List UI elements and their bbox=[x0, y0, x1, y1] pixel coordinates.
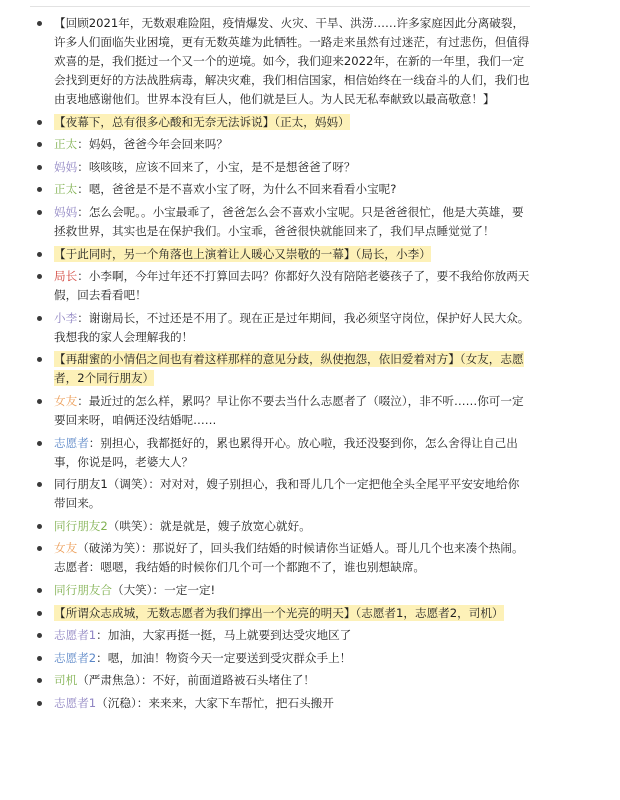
dialogue-text: 来来来，大家下车帮忙，把石头搬开 bbox=[148, 695, 334, 710]
speaker-name: 司机 bbox=[54, 673, 78, 688]
dialogue-line bbox=[54, 203, 530, 241]
dialogue-text: 对对对，嫂子别担心，我和哥儿几个一定把他全头全尾平平安安地给你带回来。 bbox=[54, 477, 520, 511]
dialogue-line bbox=[54, 392, 530, 430]
dialogue-line bbox=[54, 581, 530, 600]
dialogue-line bbox=[54, 626, 530, 645]
dialogue-line bbox=[54, 649, 530, 668]
dialogue-text: 谢谢局长，不过还是不用了。现在正是过年期间，我必须坚守岗位，保护好人民大众。我想我的家人会理解我的！ bbox=[54, 310, 530, 344]
speaker-name: 志愿者1 bbox=[54, 628, 97, 643]
dialogue-line bbox=[54, 434, 530, 472]
dialogue-text: 妈妈，爸爸今年会回来吗？ bbox=[88, 137, 228, 152]
speaker-name: 志愿者 bbox=[54, 435, 89, 450]
dialogue-line bbox=[54, 267, 530, 305]
stage-direction bbox=[54, 113, 530, 132]
speaker-name: 正太 bbox=[54, 137, 78, 152]
speaker-separator: （严肃焦急）： bbox=[77, 673, 153, 688]
dialogue-text: 嗯，加油！物资今天一定要送到受灾群众手上！ bbox=[107, 650, 352, 665]
dialogue-line bbox=[54, 671, 530, 690]
stage-direction bbox=[54, 245, 530, 264]
speaker-separator: ： bbox=[77, 310, 89, 325]
script-document bbox=[0, 14, 620, 716]
speaker-separator: ： bbox=[77, 269, 89, 284]
speaker-name: 小李 bbox=[54, 310, 78, 325]
speaker-separator: ： bbox=[77, 159, 89, 174]
top-divider bbox=[30, 6, 530, 7]
dialogue-text: 嗯，爸爸是不是不喜欢小宝了呀，为什么不回来看看小宝呢? bbox=[88, 182, 397, 197]
speaker-name: 女友 bbox=[54, 393, 78, 408]
speaker-name: 妈妈 bbox=[54, 204, 78, 219]
stage-direction-text: 【夜幕下，总有很多心酸和无奈无法诉说】（正太，妈妈） bbox=[54, 114, 350, 129]
stage-direction-text: 【于此同时，另一个角落也上演着让人暖心又崇敬的一幕】（局长，小李） bbox=[54, 246, 431, 261]
dialogue-text: 咳咳咳，应该不回来了，小宝，是不是想爸爸了呀？ bbox=[88, 159, 356, 174]
speaker-separator: （破涕为笑）： bbox=[77, 541, 153, 556]
dialogue-text: 一定一定! bbox=[164, 582, 216, 597]
dialogue-text: 不好，前面道路被石头堵住了！ bbox=[152, 673, 315, 688]
speaker-name: 志愿者2 bbox=[54, 650, 97, 665]
speaker-name: 同行朋友合 bbox=[54, 582, 112, 597]
speaker-name: 妈妈 bbox=[54, 159, 78, 174]
speaker-separator: ： bbox=[96, 650, 108, 665]
dialogue-line bbox=[54, 180, 530, 199]
dialogue-text: 那说好了，回头我们结婚的时候请你当证婚人。哥儿几个也来凑个热闹。 志愿者：嗯嗯，我结婚的时候你们几个可一个都跑不了，谁也别想缺席。 bbox=[54, 541, 524, 575]
speaker-separator: ： bbox=[77, 393, 89, 408]
dialogue-line bbox=[54, 517, 530, 536]
dialogue-text: 别担心，我都挺好的，累也累得开心。放心啦，我还没娶到你，怎么舍得让自己出事，你说是吗，老婆大人？ bbox=[54, 435, 518, 469]
stage-direction-text: 【回顾2021年，无数艰难险阻，疫情爆发、火灾、干旱、洪涝……许多家庭因此分离破裂，许多人们面临失业困境，更有无数英雄为此牺牲。一路走来虽然有过迷茫，有过悲伤，但值得欢喜的是，我们挺过一个又一个的逆境。如今，我们迎来2022年，在新的一年里，我们一定会找到更好的方法战胜病毒，解决灾难，我们相信国家，相信始终在一线奋斗的人们，我们也由衷地感谢他们。世界本没有巨人，他们就是巨人。为人民无私奉献致以最高敬意！】 bbox=[54, 16, 530, 106]
dialogue-text: 就是就是，嫂子放宽心就好。 bbox=[159, 518, 311, 533]
speaker-name: 女友 bbox=[54, 541, 78, 556]
speaker-name: 正太 bbox=[54, 182, 78, 197]
speaker-separator: ： bbox=[77, 204, 89, 219]
dialogue-line bbox=[54, 309, 530, 347]
dialogue-line bbox=[54, 694, 530, 713]
speaker-separator: （哄笑）： bbox=[107, 518, 160, 533]
stage-direction-text: 【所谓众志成城，无数志愿者为我们撑出一个光亮的明天】（志愿者1，志愿者2，司机） bbox=[54, 605, 504, 620]
stage-direction-text: 【再甜蜜的小情侣之间也有着这样那样的意见分歧，纵使抱怨，依旧爱着对方】（女友，志愿者，2个同行朋友） bbox=[54, 352, 524, 386]
dialogue-line bbox=[54, 135, 530, 154]
dialogue-text: 怎么会呢。。小宝最乖了，爸爸怎么会不喜欢小宝呢。只是爸爸很忙，他是大英雄，要拯救世界，其实也是在保护我们。小宝乖，爸爸很快就能回来了，我们早点睡觉觉了！ bbox=[54, 204, 524, 238]
dialogue-line bbox=[54, 475, 530, 513]
speaker-separator: ： bbox=[77, 137, 89, 152]
speaker-separator: （大笑）： bbox=[111, 582, 165, 597]
dialogue-line bbox=[54, 539, 530, 577]
speaker-separator: ： bbox=[88, 435, 101, 450]
speaker-name: 同行朋友2 bbox=[54, 518, 108, 533]
stage-direction bbox=[54, 604, 530, 623]
speaker-name: 同行朋友1（调笑） bbox=[54, 477, 149, 492]
speaker-separator: ： bbox=[96, 628, 108, 643]
stage-direction bbox=[54, 14, 530, 109]
speaker-name: 局长 bbox=[54, 269, 78, 284]
stage-direction bbox=[54, 350, 530, 388]
dialogue-line bbox=[54, 158, 530, 177]
speaker-name: 志愿者1 bbox=[54, 695, 97, 710]
dialogue-text: 小李啊，今年过年还不打算回去吗？你都好久没有陪陪老婆孩子了，要不我给你放两天假，回去看看吧！ bbox=[54, 269, 530, 303]
speaker-separator: （沉稳）： bbox=[96, 695, 149, 710]
dialogue-text: 最近过的怎么样，累吗？早让你不要去当什么志愿者了（啜泣），非不听……你可一定要回来呀，咱俩还没结婚呢…… bbox=[54, 393, 524, 427]
speaker-separator: ： bbox=[77, 182, 89, 197]
speaker-separator: ： bbox=[148, 477, 160, 492]
dialogue-text: 加油，大家再挺一挺，马上就要到达受灾地区了 bbox=[107, 628, 352, 643]
